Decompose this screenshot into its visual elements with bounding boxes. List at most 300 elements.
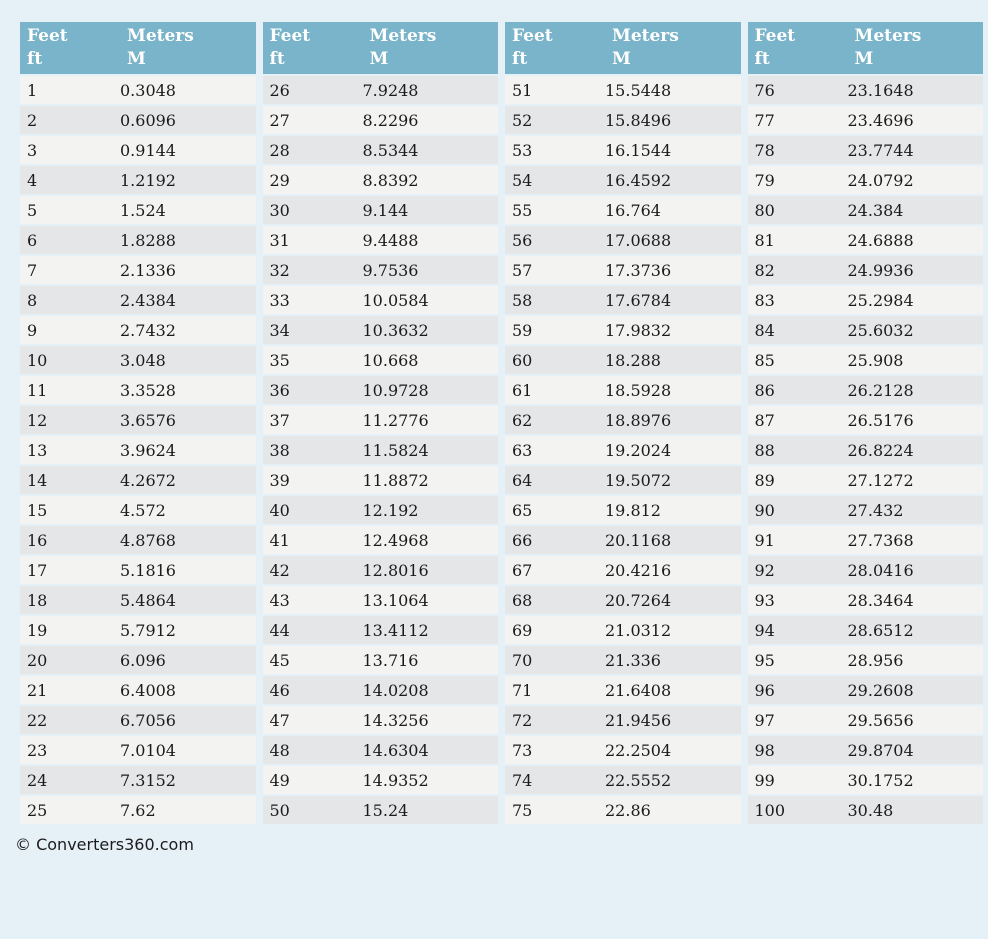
table-row	[748, 346, 984, 376]
feet-header	[20, 22, 120, 76]
meters-value: 5.1816	[120, 556, 256, 586]
table-row	[748, 766, 984, 796]
feet-value: 85	[748, 346, 848, 376]
feet-value: 69	[505, 616, 605, 646]
table-row	[748, 436, 984, 466]
meters-value: 9.7536	[363, 256, 499, 286]
meters-value: 5.7912	[120, 616, 256, 646]
feet-value: 26	[263, 76, 363, 106]
table-row	[263, 736, 499, 766]
meters-value: 1.524	[120, 196, 256, 226]
table-row	[263, 466, 499, 496]
feet-value: 94	[748, 616, 848, 646]
feet-value: 7	[20, 256, 120, 286]
feet-value: 39	[263, 466, 363, 496]
feet-value: 62	[505, 406, 605, 436]
feet-value: 12	[20, 406, 120, 436]
table-row	[263, 676, 499, 706]
feet-value: 37	[263, 406, 363, 436]
feet-value: 63	[505, 436, 605, 466]
feet-value: 29	[263, 166, 363, 196]
feet-value: 21	[20, 676, 120, 706]
feet-value: 74	[505, 766, 605, 796]
feet-value: 86	[748, 376, 848, 406]
meters-value: 6.096	[120, 646, 256, 676]
feet-value: 49	[263, 766, 363, 796]
meters-value: 28.956	[848, 646, 984, 676]
feet-value: 1	[20, 76, 120, 106]
feet-value: 5	[20, 196, 120, 226]
meters-value: 24.6888	[848, 226, 984, 256]
feet-value: 88	[748, 436, 848, 466]
meters-value: 23.1648	[848, 76, 984, 106]
table-row	[505, 496, 741, 526]
table-row	[748, 616, 984, 646]
feet-value: 61	[505, 376, 605, 406]
table-row	[20, 376, 256, 406]
feet-value: 99	[748, 766, 848, 796]
feet-value: 79	[748, 166, 848, 196]
feet-value: 2	[20, 106, 120, 136]
feet-value: 40	[263, 496, 363, 526]
feet-value: 43	[263, 586, 363, 616]
meters-value: 4.8768	[120, 526, 256, 556]
meters-value: 23.7744	[848, 136, 984, 166]
table-row	[505, 196, 741, 226]
table-row	[263, 766, 499, 796]
meters-value: 26.8224	[848, 436, 984, 466]
meters-value: 16.4592	[605, 166, 741, 196]
feet-value: 33	[263, 286, 363, 316]
meters-value: 9.144	[363, 196, 499, 226]
table-row	[20, 526, 256, 556]
feet-value: 89	[748, 466, 848, 496]
meters-value: 23.4696	[848, 106, 984, 136]
table-row	[263, 226, 499, 256]
feet-value: 42	[263, 556, 363, 586]
meters-value: 8.8392	[363, 166, 499, 196]
meters-value: 15.24	[363, 796, 499, 826]
table-row	[20, 106, 256, 136]
meters-value: 17.0688	[605, 226, 741, 256]
feet-header-title: Feet	[269, 26, 311, 46]
meters-value: 14.9352	[363, 766, 499, 796]
meters-header-unit: M	[854, 49, 874, 69]
meters-header	[120, 22, 256, 76]
table-row	[20, 166, 256, 196]
meters-value: 10.9728	[363, 376, 499, 406]
feet-value: 30	[263, 196, 363, 226]
feet-value: 45	[263, 646, 363, 676]
table-row	[748, 376, 984, 406]
feet-value: 6	[20, 226, 120, 256]
table-row	[20, 316, 256, 346]
feet-value: 68	[505, 586, 605, 616]
feet-value: 34	[263, 316, 363, 346]
table-row	[748, 286, 984, 316]
meters-value: 28.3464	[848, 586, 984, 616]
feet-value: 24	[20, 766, 120, 796]
meters-value: 9.4488	[363, 226, 499, 256]
meters-value: 22.86	[605, 796, 741, 826]
feet-value: 57	[505, 256, 605, 286]
feet-value: 98	[748, 736, 848, 766]
feet-value: 58	[505, 286, 605, 316]
meters-value: 29.8704	[848, 736, 984, 766]
meters-value: 16.764	[605, 196, 741, 226]
meters-value: 21.336	[605, 646, 741, 676]
table-row	[505, 376, 741, 406]
table-row	[263, 376, 499, 406]
feet-value: 56	[505, 226, 605, 256]
feet-value: 54	[505, 166, 605, 196]
table-row	[748, 406, 984, 436]
table-row	[20, 436, 256, 466]
table-row	[505, 676, 741, 706]
meters-value: 17.3736	[605, 256, 741, 286]
table-row	[505, 256, 741, 286]
table-header-row	[263, 22, 499, 76]
meters-value: 4.572	[120, 496, 256, 526]
meters-value: 10.0584	[363, 286, 499, 316]
feet-value: 76	[748, 76, 848, 106]
feet-value: 87	[748, 406, 848, 436]
table-header-row	[505, 22, 741, 76]
feet-value: 67	[505, 556, 605, 586]
feet-value: 72	[505, 706, 605, 736]
meters-value: 10.3632	[363, 316, 499, 346]
conversion-table-2	[263, 22, 499, 826]
meters-value: 14.6304	[363, 736, 499, 766]
table-row	[505, 346, 741, 376]
meters-header-title: Meters	[612, 26, 679, 46]
meters-value: 16.1544	[605, 136, 741, 166]
meters-value: 10.668	[363, 346, 499, 376]
feet-header	[505, 22, 605, 76]
table-row	[20, 766, 256, 796]
feet-value: 28	[263, 136, 363, 166]
feet-value: 77	[748, 106, 848, 136]
meters-value: 7.62	[120, 796, 256, 826]
feet-value: 36	[263, 376, 363, 406]
meters-value: 13.4112	[363, 616, 499, 646]
table-row	[505, 136, 741, 166]
meters-value: 26.5176	[848, 406, 984, 436]
feet-value: 20	[20, 646, 120, 676]
table-row	[263, 706, 499, 736]
feet-header-title: Feet	[754, 26, 796, 46]
table-row	[263, 616, 499, 646]
feet-value: 53	[505, 136, 605, 166]
feet-value: 50	[263, 796, 363, 826]
table-row	[20, 646, 256, 676]
table-row	[20, 706, 256, 736]
table-row	[748, 556, 984, 586]
meters-value: 12.4968	[363, 526, 499, 556]
feet-value: 4	[20, 166, 120, 196]
meters-value: 3.9624	[120, 436, 256, 466]
feet-value: 18	[20, 586, 120, 616]
meters-value: 6.7056	[120, 706, 256, 736]
table-row	[748, 256, 984, 286]
table-header-row	[20, 22, 256, 76]
feet-header	[748, 22, 848, 76]
table-row	[505, 316, 741, 346]
table-row	[748, 646, 984, 676]
feet-value: 19	[20, 616, 120, 646]
meters-value: 18.5928	[605, 376, 741, 406]
feet-value: 66	[505, 526, 605, 556]
meters-value: 25.6032	[848, 316, 984, 346]
feet-value: 71	[505, 676, 605, 706]
table-row	[20, 226, 256, 256]
feet-value: 95	[748, 646, 848, 676]
meters-value: 19.5072	[605, 466, 741, 496]
meters-value: 20.4216	[605, 556, 741, 586]
feet-value: 92	[748, 556, 848, 586]
meters-value: 17.9832	[605, 316, 741, 346]
table-row	[20, 136, 256, 166]
meters-value: 19.812	[605, 496, 741, 526]
table-row	[748, 196, 984, 226]
table-row	[20, 796, 256, 826]
meters-header-unit: M	[369, 49, 389, 69]
meters-header-unit: M	[127, 49, 146, 69]
table-row	[505, 226, 741, 256]
meters-value: 19.2024	[605, 436, 741, 466]
meters-value: 29.5656	[848, 706, 984, 736]
meters-value: 24.9936	[848, 256, 984, 286]
meters-value: 14.3256	[363, 706, 499, 736]
meters-value: 13.716	[363, 646, 499, 676]
feet-value: 8	[20, 286, 120, 316]
meters-value: 3.048	[120, 346, 256, 376]
feet-value: 100	[748, 796, 848, 826]
meters-value: 11.2776	[363, 406, 499, 436]
feet-value: 46	[263, 676, 363, 706]
table-row	[20, 586, 256, 616]
meters-header	[605, 22, 741, 76]
meters-value: 24.0792	[848, 166, 984, 196]
conversion-tables	[20, 22, 983, 826]
meters-header	[363, 22, 499, 76]
meters-value: 7.3152	[120, 766, 256, 796]
meters-value: 21.6408	[605, 676, 741, 706]
table-row	[748, 496, 984, 526]
table-row	[20, 616, 256, 646]
feet-value: 84	[748, 316, 848, 346]
table-row	[748, 736, 984, 766]
meters-value: 7.9248	[363, 76, 499, 106]
meters-value: 27.7368	[848, 526, 984, 556]
table-row	[505, 466, 741, 496]
feet-value: 60	[505, 346, 605, 376]
table-row	[505, 526, 741, 556]
table-row	[748, 166, 984, 196]
feet-value: 97	[748, 706, 848, 736]
meters-value: 0.9144	[120, 136, 256, 166]
feet-value: 25	[20, 796, 120, 826]
conversion-table-4	[748, 22, 984, 826]
feet-value: 16	[20, 526, 120, 556]
table-row	[505, 436, 741, 466]
feet-value: 91	[748, 526, 848, 556]
table-row	[20, 196, 256, 226]
meters-value: 17.6784	[605, 286, 741, 316]
table-header-row	[748, 22, 984, 76]
table-row	[263, 346, 499, 376]
feet-value: 82	[748, 256, 848, 286]
meters-header-title: Meters	[127, 26, 194, 46]
feet-value: 44	[263, 616, 363, 646]
meters-value: 12.8016	[363, 556, 499, 586]
feet-value: 32	[263, 256, 363, 286]
meters-value: 4.2672	[120, 466, 256, 496]
feet-value: 96	[748, 676, 848, 706]
feet-value: 51	[505, 76, 605, 106]
table-row	[263, 316, 499, 346]
table-row	[505, 286, 741, 316]
meters-header-unit: M	[612, 49, 631, 69]
table-row	[20, 736, 256, 766]
meters-value: 21.9456	[605, 706, 741, 736]
feet-header-unit: ft	[269, 49, 285, 69]
meters-value: 25.908	[848, 346, 984, 376]
feet-value: 15	[20, 496, 120, 526]
conversion-table-1	[20, 22, 256, 826]
table-row	[505, 766, 741, 796]
meters-value: 2.1336	[120, 256, 256, 286]
table-row	[263, 496, 499, 526]
meters-value: 26.2128	[848, 376, 984, 406]
table-row	[20, 76, 256, 106]
table-row	[748, 526, 984, 556]
table-row	[263, 196, 499, 226]
meters-value: 2.7432	[120, 316, 256, 346]
table-row	[505, 646, 741, 676]
table-row	[263, 436, 499, 466]
feet-header-title: Feet	[512, 26, 553, 46]
meters-value: 30.1752	[848, 766, 984, 796]
meters-value: 7.0104	[120, 736, 256, 766]
table-row	[263, 136, 499, 166]
table-row	[505, 796, 741, 826]
feet-value: 9	[20, 316, 120, 346]
meters-value: 1.8288	[120, 226, 256, 256]
table-row	[20, 346, 256, 376]
table-row	[263, 796, 499, 826]
meters-value: 18.288	[605, 346, 741, 376]
feet-value: 17	[20, 556, 120, 586]
table-row	[263, 256, 499, 286]
meters-value: 22.2504	[605, 736, 741, 766]
table-row	[263, 526, 499, 556]
feet-value: 11	[20, 376, 120, 406]
meters-value: 8.5344	[363, 136, 499, 166]
feet-value: 64	[505, 466, 605, 496]
meters-value: 21.0312	[605, 616, 741, 646]
meters-value: 0.3048	[120, 76, 256, 106]
meters-value: 3.6576	[120, 406, 256, 436]
feet-value: 59	[505, 316, 605, 346]
table-row	[20, 256, 256, 286]
table-row	[20, 676, 256, 706]
meters-value: 3.3528	[120, 376, 256, 406]
meters-value: 29.2608	[848, 676, 984, 706]
table-row	[263, 106, 499, 136]
table-row	[505, 616, 741, 646]
feet-header-title: Feet	[27, 26, 68, 46]
meters-header-title: Meters	[369, 26, 437, 46]
table-row	[505, 586, 741, 616]
table-row	[748, 226, 984, 256]
feet-value: 80	[748, 196, 848, 226]
table-row	[505, 406, 741, 436]
feet-value: 35	[263, 346, 363, 376]
meters-value: 5.4864	[120, 586, 256, 616]
feet-value: 27	[263, 106, 363, 136]
feet-value: 22	[20, 706, 120, 736]
table-row	[748, 106, 984, 136]
meters-value: 27.432	[848, 496, 984, 526]
table-row	[263, 166, 499, 196]
feet-value: 31	[263, 226, 363, 256]
meters-value: 15.8496	[605, 106, 741, 136]
meters-value: 8.2296	[363, 106, 499, 136]
feet-value: 73	[505, 736, 605, 766]
meters-value: 2.4384	[120, 286, 256, 316]
table-row	[505, 556, 741, 586]
table-row	[748, 586, 984, 616]
table-row	[748, 76, 984, 106]
table-row	[505, 106, 741, 136]
meters-header-title: Meters	[854, 26, 922, 46]
meters-value: 0.6096	[120, 106, 256, 136]
feet-value: 10	[20, 346, 120, 376]
meters-value: 13.1064	[363, 586, 499, 616]
meters-value: 25.2984	[848, 286, 984, 316]
table-row	[748, 796, 984, 826]
meters-value: 18.8976	[605, 406, 741, 436]
feet-value: 93	[748, 586, 848, 616]
meters-value: 14.0208	[363, 676, 499, 706]
table-row	[505, 706, 741, 736]
copyright-text: © Converters360.com	[15, 835, 194, 854]
table-row	[748, 316, 984, 346]
meters-header	[848, 22, 984, 76]
feet-value: 14	[20, 466, 120, 496]
meters-value: 30.48	[848, 796, 984, 826]
feet-value: 52	[505, 106, 605, 136]
table-row	[748, 706, 984, 736]
table-row	[748, 136, 984, 166]
meters-value: 20.7264	[605, 586, 741, 616]
table-row	[505, 76, 741, 106]
meters-value: 1.2192	[120, 166, 256, 196]
feet-value: 23	[20, 736, 120, 766]
feet-value: 81	[748, 226, 848, 256]
meters-value: 6.4008	[120, 676, 256, 706]
meters-value: 24.384	[848, 196, 984, 226]
feet-value: 3	[20, 136, 120, 166]
table-row	[263, 646, 499, 676]
table-row	[505, 736, 741, 766]
feet-header-unit: ft	[27, 49, 43, 69]
table-row	[748, 466, 984, 496]
meters-value: 28.6512	[848, 616, 984, 646]
table-row	[20, 406, 256, 436]
table-row	[263, 286, 499, 316]
